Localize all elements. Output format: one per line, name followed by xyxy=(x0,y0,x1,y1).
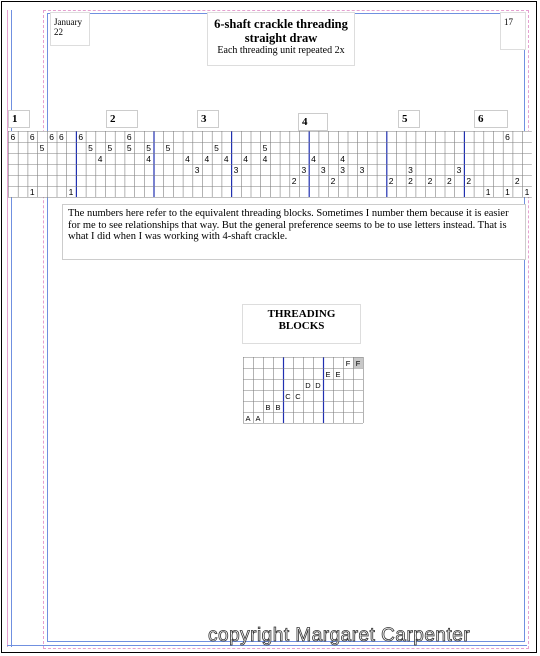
threading-cell-value: 5 xyxy=(214,143,219,153)
page-number: 17 xyxy=(504,17,513,27)
block-label-6: 6 xyxy=(474,110,508,128)
description-text: The numbers here refer to the equivalent threading blocks. Sometimes I number them because it is easier for me to see relationships that way. But the general preference seems to be to use letters instead. That is what I did when I was working with 4-shaft crackle. xyxy=(68,208,509,242)
threading-cell-value: 4 xyxy=(146,154,152,164)
threading-cell-value: 5 xyxy=(39,143,45,153)
threading-cell-value: 3 xyxy=(301,165,307,175)
threading-cell-value: 1 xyxy=(68,187,74,197)
blocks-cell-value: E xyxy=(325,370,331,379)
blocks-cell-value: F xyxy=(345,359,351,368)
threading-cell-value: 3 xyxy=(456,165,462,175)
blocks-cell-value: A xyxy=(255,414,261,423)
threading-cell-value: 3 xyxy=(359,165,365,175)
threading-cell-value: 4 xyxy=(185,154,190,164)
page-subtitle: Each threading unit repeated 2x xyxy=(217,45,345,56)
threading-cell-value: 6 xyxy=(29,132,35,142)
blocks-title-box xyxy=(242,304,361,344)
threading-cell-value: 3 xyxy=(233,165,239,175)
date-box xyxy=(50,12,90,46)
threading-cell-value: 2 xyxy=(446,176,452,186)
block-label-3: 3 xyxy=(197,110,219,128)
blocks-cell-value: C xyxy=(295,392,301,401)
block-label-1: 1 xyxy=(8,110,30,128)
threading-cell-value: 5 xyxy=(126,143,132,153)
blocks-cell-value: D xyxy=(315,381,321,390)
page-title-line1: 6-shaft crackle threading xyxy=(214,17,348,31)
threading-cell-value: 3 xyxy=(194,165,200,175)
threading-cell-value: 6 xyxy=(58,132,64,142)
blocks-cell-value: C xyxy=(285,392,291,401)
threading-cell-value: 1 xyxy=(505,187,510,197)
threading-cell-value: 4 xyxy=(97,154,103,164)
threading-cell-value: 5 xyxy=(165,143,171,153)
threading-cell-value: 2 xyxy=(514,176,520,186)
blocks-cell-value: A xyxy=(245,414,251,423)
threading-cell-value: 2 xyxy=(291,176,297,186)
threading-cell-value: 5 xyxy=(146,143,152,153)
copyright-watermark: copyright Margaret Carpenter xyxy=(208,625,471,646)
page-title-line2: straight draw xyxy=(244,31,318,45)
margin-guide-left xyxy=(7,10,8,647)
threading-cell-value: 2 xyxy=(466,176,472,186)
threading-cell-value: 2 xyxy=(388,176,394,186)
threading-background xyxy=(8,131,532,197)
page-number-box xyxy=(500,12,526,50)
title-box xyxy=(207,12,355,66)
date-month: January xyxy=(54,17,82,27)
blocks-cell-value: E xyxy=(335,370,341,379)
blocks-title-line1: THREADING xyxy=(267,308,336,320)
threading-draft xyxy=(8,131,532,199)
description-box xyxy=(62,204,526,260)
threading-cell-value: 4 xyxy=(262,154,268,164)
threading-cell-value: 2 xyxy=(330,176,336,186)
blocks-title-line2: BLOCKS xyxy=(278,320,325,332)
threading-cell-value: 6 xyxy=(49,132,55,142)
date-day: 22 xyxy=(54,27,63,37)
threading-cell-value: 5 xyxy=(88,143,93,153)
threading-cell-value: 3 xyxy=(408,165,413,175)
threading-cell-value: 2 xyxy=(408,176,413,186)
threading-cell-value: 4 xyxy=(223,154,229,164)
threading-cell-value: 6 xyxy=(126,132,132,142)
blocks-cell-value: F xyxy=(355,359,361,368)
threading-cell-value: 6 xyxy=(78,132,84,142)
threading-cell-value: 4 xyxy=(243,154,249,164)
threading-cell-value: 3 xyxy=(340,165,346,175)
threading-cell-value: 2 xyxy=(427,176,433,186)
blocks-draft xyxy=(243,357,365,424)
blocks-cell-value: B xyxy=(275,403,281,412)
threading-cell-value: 3 xyxy=(320,165,326,175)
threading-cell-value: 4 xyxy=(204,154,210,164)
blocks-cell-value: B xyxy=(265,403,271,412)
threading-cell-value: 6 xyxy=(505,132,510,142)
threading-cell-value: 4 xyxy=(340,154,346,164)
block-label-2: 2 xyxy=(106,110,138,128)
threading-cell-value: 1 xyxy=(485,187,491,197)
blocks-cell-value: D xyxy=(305,381,311,390)
block-label-4: 4 xyxy=(298,113,328,131)
threading-cell-value: 1 xyxy=(524,187,530,197)
threading-cell-value: 4 xyxy=(311,154,316,164)
margin-guide-left-2 xyxy=(11,10,12,647)
block-label-5: 5 xyxy=(398,110,420,128)
threading-cell-value: 5 xyxy=(262,143,268,153)
threading-cell-value: 5 xyxy=(107,143,113,153)
threading-cell-value: 6 xyxy=(10,132,16,142)
threading-cell-value: 1 xyxy=(29,187,35,197)
